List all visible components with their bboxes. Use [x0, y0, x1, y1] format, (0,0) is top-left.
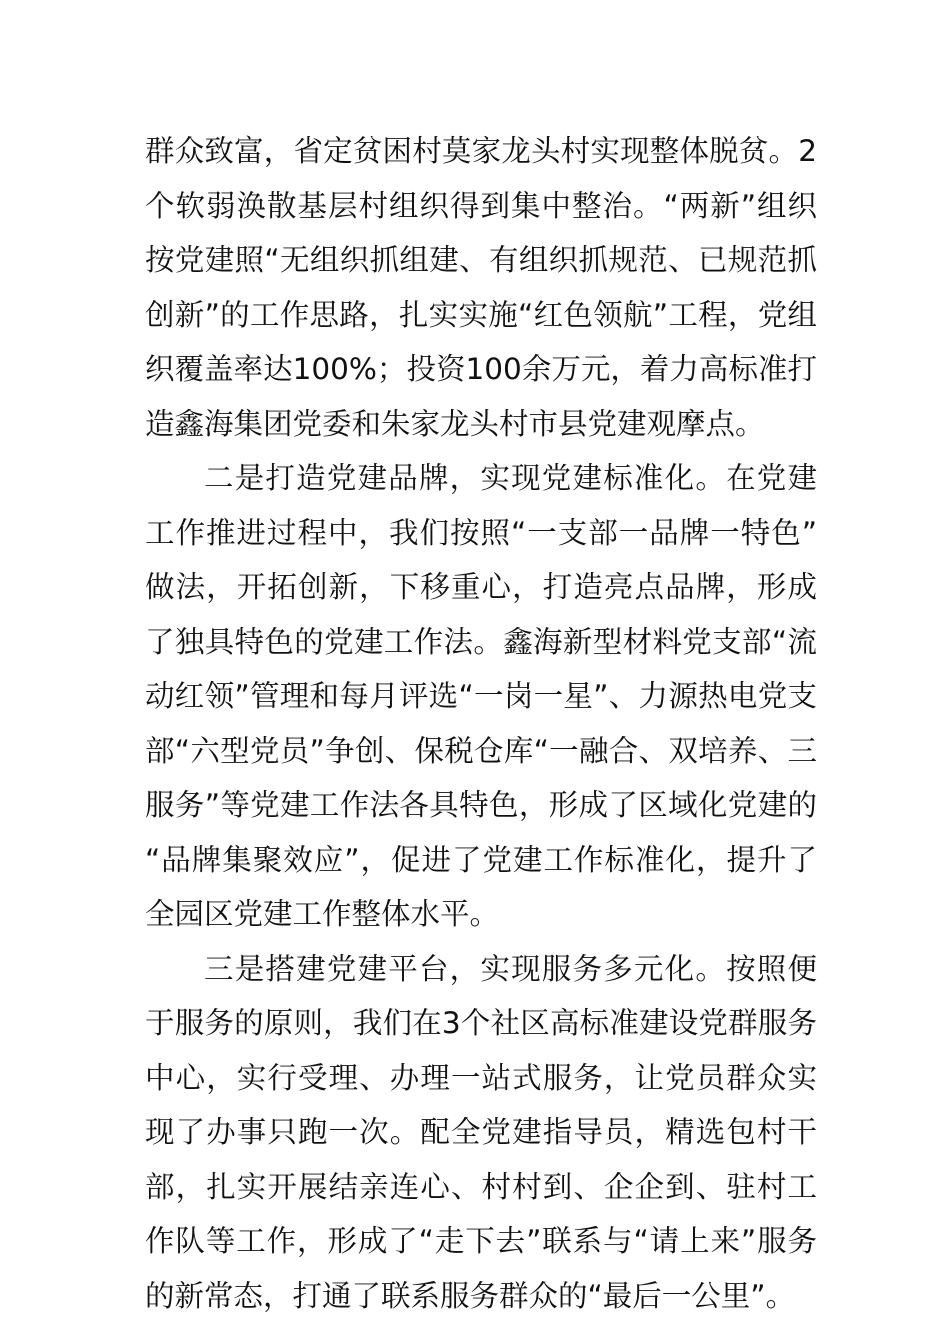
paragraph-continuation: 群众致富，省定贫困村莫家龙头村实现整体脱贫。2个软弱涣散基层村组织得到集中整治。“两新”组织按党建照“无组织抓组建、有组织抓规范、已规范抓创新”的工作思路，扎实实施“红色领航”工程，党组织覆盖率达100%；投资100余万元，着力高标准打造鑫海集团党委和朱家龙头村市县党建观摩点。 — [145, 134, 817, 441]
paragraph-party-platform: 三是搭建党建平台，实现服务多元化。按照便于服务的原则，我们在3个社区高标准建设党群服务中心，实行受理、办理一站式服务，让党员群众实现了办事只跑一次。配全党建指导员，精选包村干部，扎实开展结亲连心、村村到、企企到、驻村工作队等工作，形成了“走下去”联系与“请上来”服务的新常态，打通了联系服务群众的“最后一公里”。 — [145, 951, 817, 1313]
document-body — [145, 124, 817, 1323]
paragraph-party-brand: 二是打造党建品牌，实现党建标准化。在党建工作推进过程中，我们按照“一支部一品牌一特色”做法，开拓创新，下移重心，打造亮点品牌，形成了独具特色的党建工作法。鑫海新型材料党支部“流动红领”管理和每月评选“一岗一星”、力源热电党支部“六型党员”争创、保税仓库“一融合、双培养、三服务”等党建工作法各具特色，形成了区域化党建的“品牌集聚效应”，促进了党建工作标准化，提升了全园区党建工作整体水平。 — [145, 461, 817, 931]
